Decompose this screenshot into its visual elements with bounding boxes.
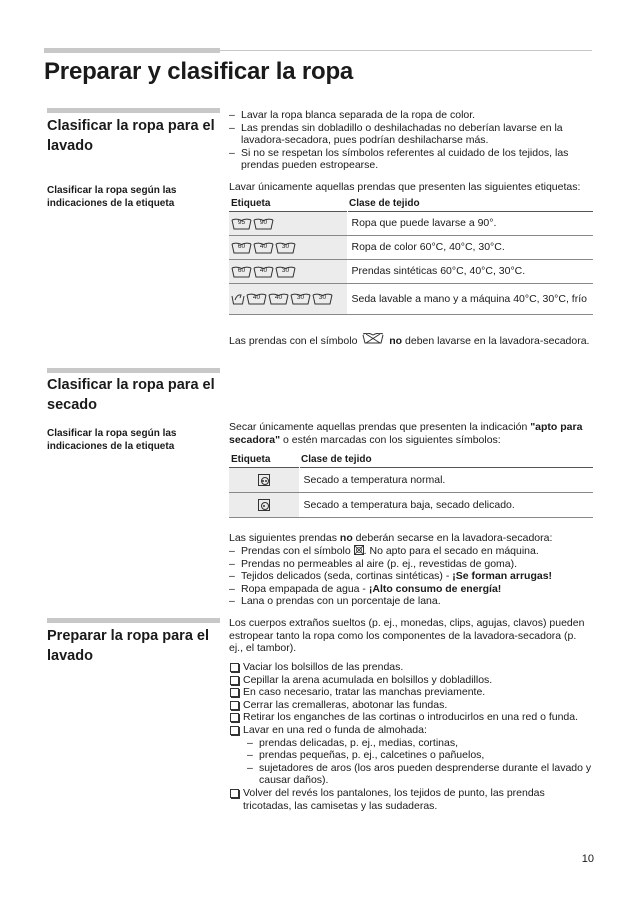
table-header-label: Etiqueta xyxy=(231,454,271,465)
wash-temp-label: 30 xyxy=(318,294,327,302)
wash-tub-icon xyxy=(253,218,274,230)
title-rule xyxy=(220,50,592,51)
sub-item: – prendas pequeñas, p. ej., calcetines o pañuelos, xyxy=(247,749,593,762)
check-item: Cepillar la arena acumulada en bolsillos y dobladillos. xyxy=(229,674,593,687)
fabric-type-cell: Ropa de color 60°C, 40°C, 30°C. xyxy=(347,236,593,260)
care-symbol-cell xyxy=(229,284,347,315)
dry-symbol-cell xyxy=(229,468,299,493)
check-item: Vaciar los bolsillos de las prendas. xyxy=(229,661,593,674)
list-item xyxy=(229,583,593,596)
sub-item: – sujetadores de aros (los aros pueden desprenderse durante el lavado y causar daños). xyxy=(247,762,593,787)
wash-note-text: Las prendas con el símbolo xyxy=(229,335,358,347)
check-item: En caso necesario, tratar las manchas previamente. xyxy=(229,686,593,699)
subheading-wash-label: Clasificar la ropa según las indicaciones de la etiqueta xyxy=(47,185,177,209)
table-row xyxy=(229,260,593,284)
hand-wash-icon xyxy=(231,293,245,305)
dry-symbol-cell xyxy=(229,493,299,518)
wash-tub-icon xyxy=(275,266,296,278)
prepare-intro: Los cuerpos extraños sueltos (p. ej., monedas, clips, agujas, clavos) pueden estropear tanto la ropa como los componentes de la lavadora-secadora (p. ej., el tambor). xyxy=(229,617,585,655)
list-item-bold: ¡Se forman arrugas! xyxy=(452,570,553,583)
section-heading-dry: Clasificar la ropa para el secado xyxy=(47,377,215,413)
section-heading-wash: Clasificar la ropa para el lavado xyxy=(47,118,215,154)
list-item xyxy=(229,570,593,583)
list-item-text: Ropa empapada de agua - xyxy=(241,582,369,595)
wash-intro: Lavar únicamente aquellas prendas que presenten las siguientes etiquetas: xyxy=(229,181,581,193)
wash-tub-icon xyxy=(268,293,289,305)
dry-intro-bold: "apto para secadora" xyxy=(229,421,583,446)
table-row xyxy=(229,284,593,315)
section-bar-wash xyxy=(47,108,220,113)
wash-temp-label: 40 xyxy=(252,294,261,302)
check-item xyxy=(229,724,593,787)
dry-label-table xyxy=(229,454,593,518)
wash-temp-label: 60 xyxy=(237,242,246,250)
no-tumble-dry-icon xyxy=(354,545,364,555)
wash-temp-label: 40 xyxy=(259,266,268,274)
wash-tub-icon xyxy=(275,242,296,254)
dry-intro-text: Secar únicamente aquellas prendas que presenten la indicación xyxy=(229,421,528,433)
section-bar-dry xyxy=(47,368,220,373)
dry-intro-after: o estén marcadas con los siguientes símbolos: xyxy=(283,433,501,446)
check-item-text: Lavar en una red o funda de almohada: xyxy=(243,723,427,736)
wash-temp-label: 40 xyxy=(259,242,268,250)
wash-temp-label: 40 xyxy=(274,294,283,302)
wash-temp-label: 95 xyxy=(237,218,246,226)
wash-note-bold: no xyxy=(389,335,403,347)
title-bar-accent xyxy=(44,48,220,53)
dry-intro xyxy=(229,421,593,446)
table-header-type: Clase de tejido xyxy=(349,198,420,209)
list-item xyxy=(229,558,593,571)
table-row xyxy=(229,493,593,518)
sub-item: – prendas delicadas, p. ej., medias, cortinas, xyxy=(247,737,593,750)
table-header-type: Clase de tejido xyxy=(301,454,372,465)
care-symbol-cell xyxy=(229,260,347,284)
list-item-text: Lana o prendas con un porcentaje de lana. xyxy=(241,595,441,608)
tumble-dry-icon xyxy=(258,499,270,511)
table-header-label: Etiqueta xyxy=(231,198,271,209)
fabric-type-cell: Seda lavable a mano y a máquina 40°C, 30°C, frío xyxy=(347,284,593,315)
wash-temp-label: 30 xyxy=(281,266,290,274)
dry-exclusion-list xyxy=(229,545,593,608)
list-item: – Si no se respetan los símbolos referentes al cuidado de los tejidos, las prendas pueden estropearse. xyxy=(229,147,593,172)
dry-not-text: Las siguientes prendas xyxy=(229,532,337,544)
wash-tub-icon xyxy=(290,293,311,305)
list-item-text: Prendas no permeables al aire (p. ej., revestidas de goma). xyxy=(241,557,518,570)
wash-tub-icon xyxy=(231,242,252,254)
wash-temp-label: 60 xyxy=(237,266,246,274)
no-wash-icon xyxy=(360,333,386,348)
page-number: 10 xyxy=(581,853,594,865)
wash-temp-label: 30 xyxy=(281,242,290,250)
fabric-type-cell: Secado a temperatura baja, secado delicado. xyxy=(299,493,593,518)
check-item: Cerrar las cremalleras, abotonar las fundas. xyxy=(229,699,593,712)
check-item: Volver del revés los pantalones, los tejidos de punto, las prendas tricotadas, las camisetas y las sudaderas. xyxy=(229,787,593,812)
dry-not-after: deberán secarse en la lavadora-secadora: xyxy=(355,532,553,544)
wash-tub-icon xyxy=(312,293,333,305)
wash-temp-label: 90 xyxy=(259,218,268,226)
wash-tub-icon xyxy=(231,218,252,230)
list-item: – Lavar la ropa blanca separada de la ropa de color. xyxy=(229,109,593,122)
list-item xyxy=(229,595,593,608)
wash-tub-icon xyxy=(231,266,252,278)
care-symbol-cell xyxy=(229,236,347,260)
wash-label-table xyxy=(229,198,593,315)
check-item: Retirar los enganches de las cortinas o introducirlos en una red o funda. xyxy=(229,711,593,724)
wash-tub-icon xyxy=(246,293,267,305)
list-item: – Las prendas sin dobladillo o deshilachadas no deberían lavarse en la lavadora-secadora, pues podrían deshilacharse más. xyxy=(229,122,593,147)
list-item-text: Tejidos delicados (seda, cortinas sintéticas) - xyxy=(241,570,453,583)
wash-note-after: deben lavarse en la lavadora-secadora. xyxy=(405,335,590,347)
list-item-text: Prendas con el símbolo xyxy=(241,545,351,557)
list-item xyxy=(229,545,593,558)
list-item-bold: ¡Alto consumo de energía! xyxy=(368,582,502,595)
prepare-checklist xyxy=(229,661,593,812)
subheading-dry-label: Clasificar la ropa según las indicaciones de la etiqueta xyxy=(47,428,177,452)
list-item-after: . No apto para el secado en máquina. xyxy=(363,545,539,557)
fabric-type-cell: Prendas sintéticas 60°C, 40°C, 30°C. xyxy=(347,260,593,284)
wash-tub-icon xyxy=(253,266,274,278)
section-bar-prepare xyxy=(47,618,220,623)
tumble-dry-icon xyxy=(258,474,270,486)
table-row xyxy=(229,212,593,236)
care-symbol-cell xyxy=(229,212,347,236)
wash-note xyxy=(229,333,593,348)
wash-bullet-list xyxy=(229,109,593,172)
wash-tub-icon xyxy=(253,242,274,254)
wash-temp-label: 30 xyxy=(296,294,305,302)
fabric-type-cell: Secado a temperatura normal. xyxy=(299,468,593,493)
dry-not-bold: no xyxy=(339,532,353,544)
dry-not-intro xyxy=(229,532,593,545)
table-row xyxy=(229,468,593,493)
table-row xyxy=(229,236,593,260)
fabric-type-cell: Ropa que puede lavarse a 90°. xyxy=(347,212,593,236)
page-title: Preparar y clasificar la ropa xyxy=(44,58,354,85)
net-sub-list xyxy=(247,737,593,787)
section-heading-prepare: Preparar la ropa para el lavado xyxy=(47,628,209,664)
